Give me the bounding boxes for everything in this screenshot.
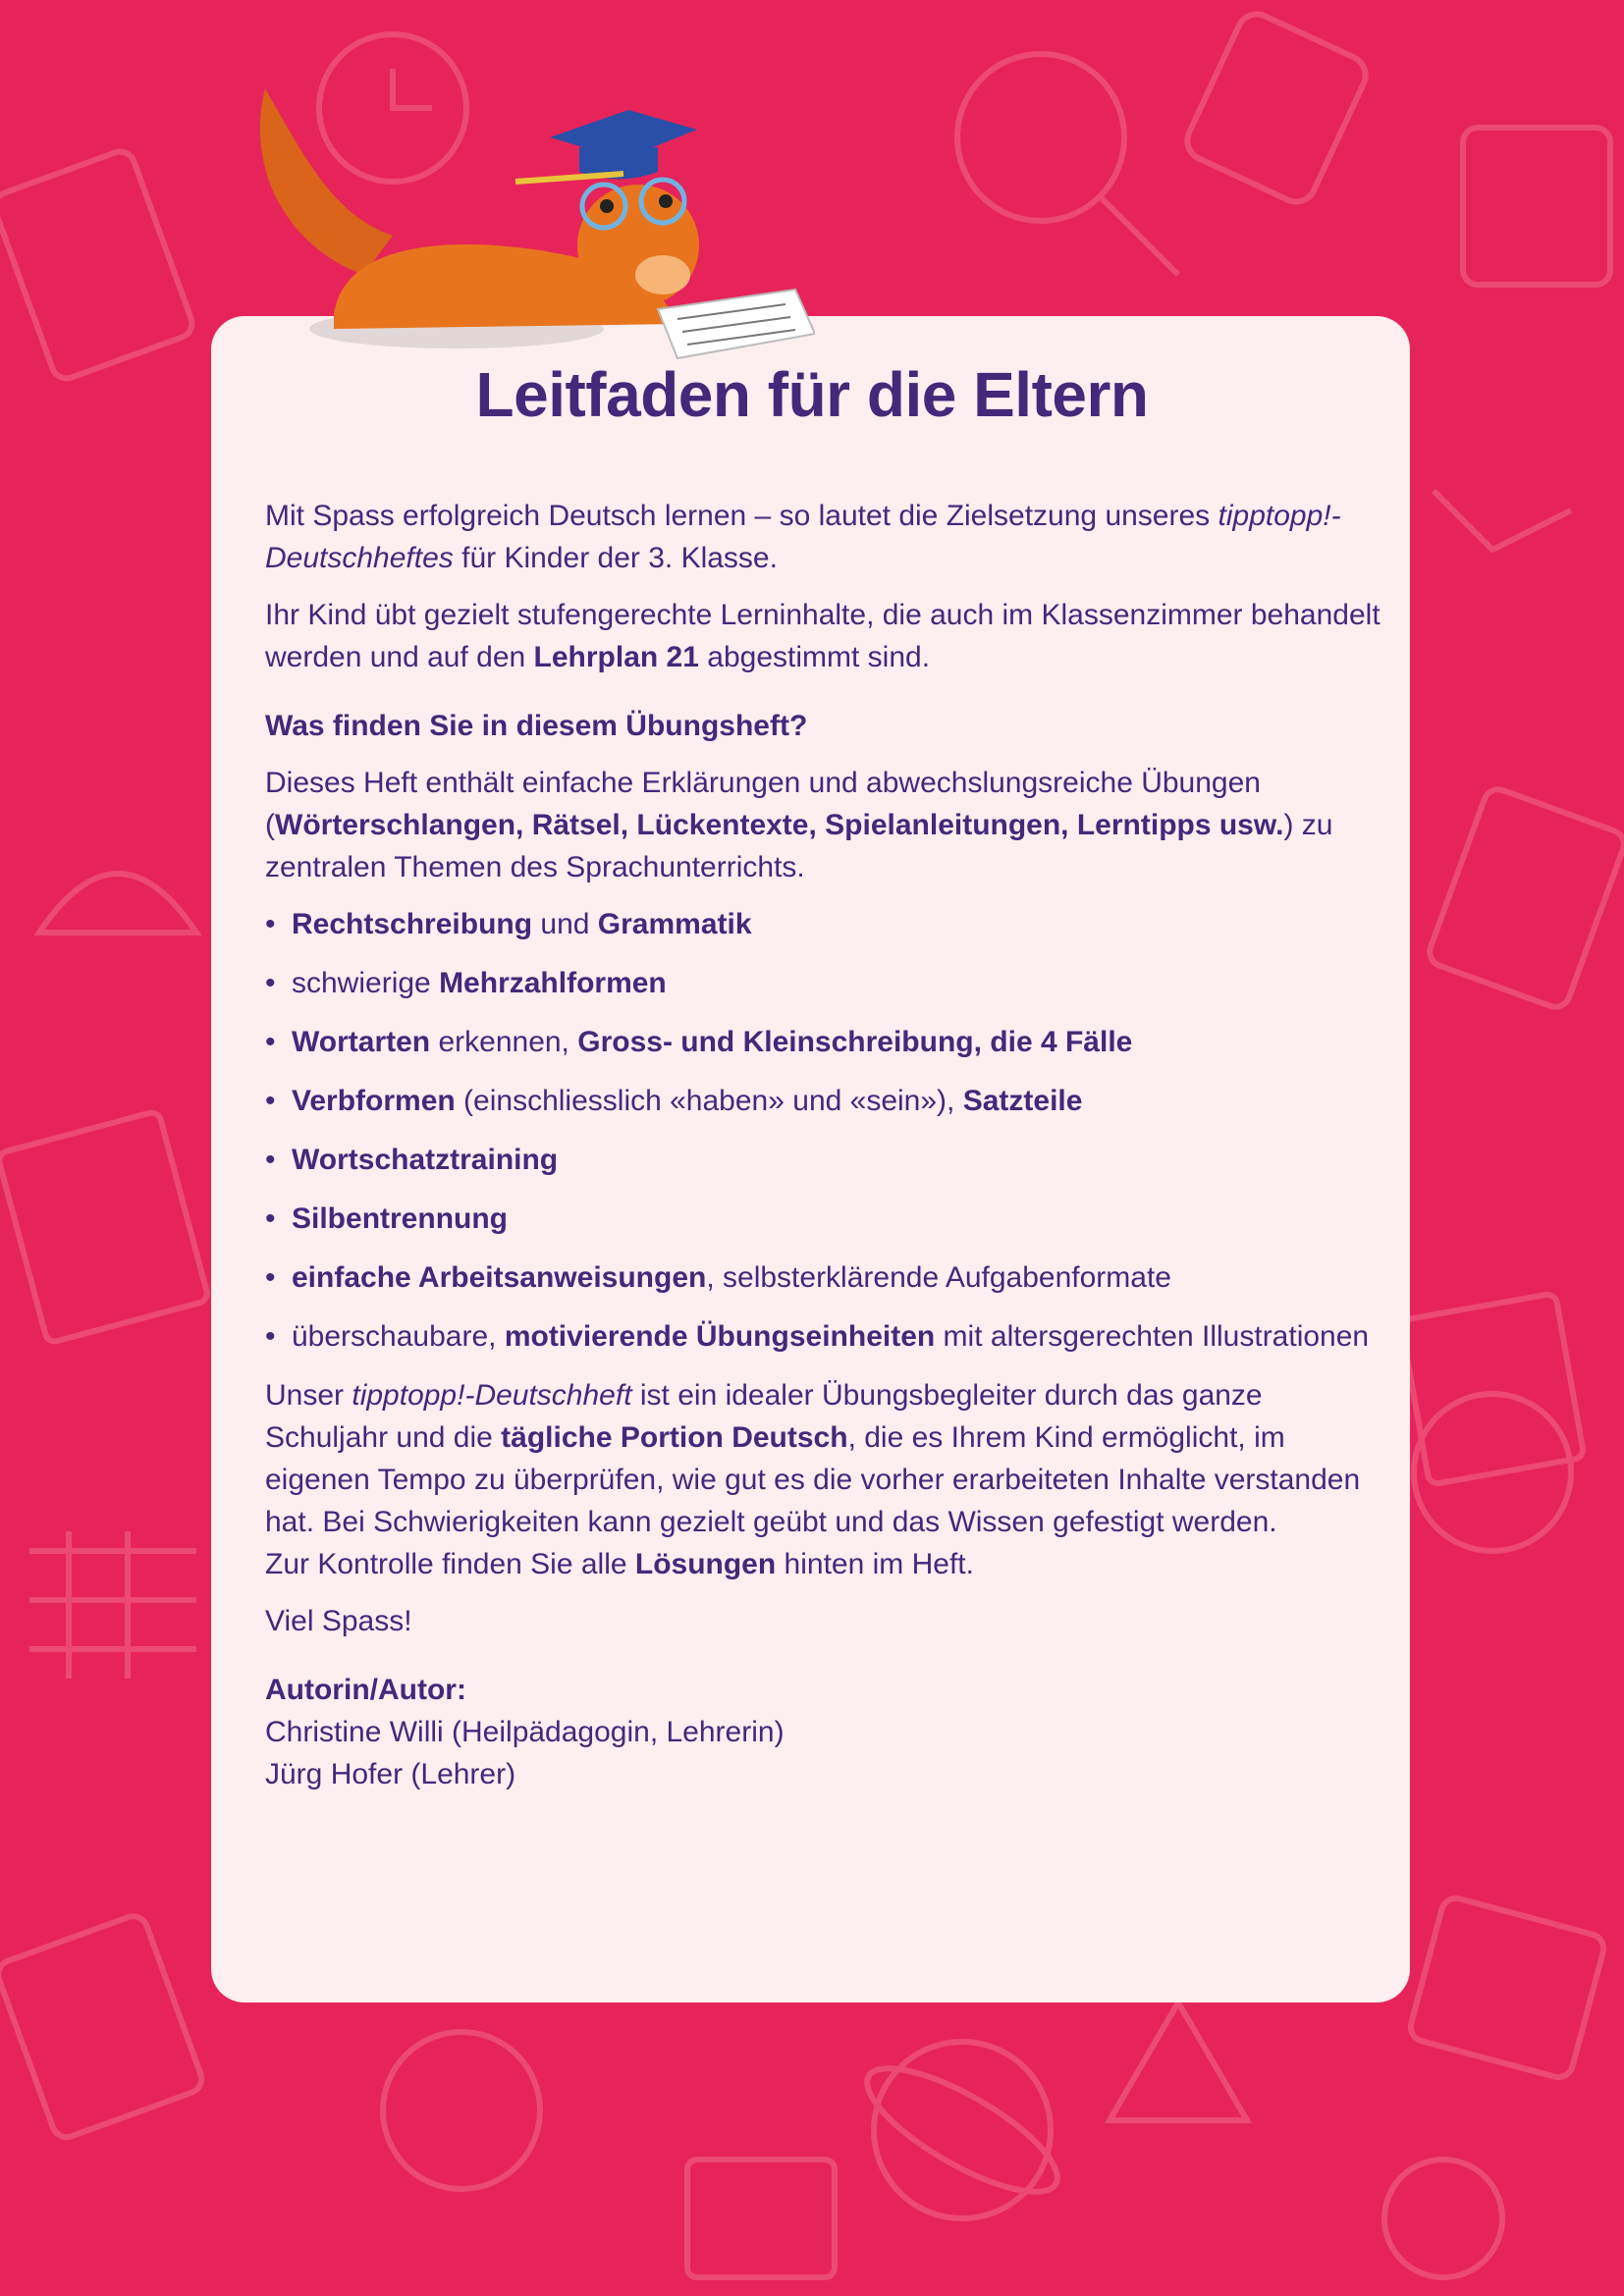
- author-name: Jürg Hofer (Lehrer): [265, 1758, 516, 1790]
- author-name: Christine Willi (Heilpädagogin, Lehrerin): [265, 1716, 785, 1748]
- text: hinten im Heft.: [776, 1548, 974, 1580]
- intro-paragraph-2: [265, 594, 1384, 678]
- intro-paragraph-1: [265, 495, 1384, 579]
- text: mit altersgerechten Illustrationen: [935, 1320, 1370, 1353]
- summary-paragraph: [265, 1374, 1384, 1543]
- text: , selbsterklärende Aufgabenformate: [706, 1261, 1171, 1294]
- squirrel-mascot-illustration: [245, 79, 815, 363]
- text: Mit Spass erfolgreich Deutsch lernen – so lautet die Zielsetzung unseres: [265, 500, 1218, 532]
- emphasis: Lehrplan 21: [533, 641, 699, 673]
- emphasis: tägliche Portion Deutsch: [501, 1421, 848, 1454]
- topics-list: [265, 903, 1384, 1358]
- text: Dieses Heft enthält einfache Erklärungen und abwechslungsreiche Übungen (: [265, 767, 1261, 841]
- text: (einschliesslich «haben» und «sein»),: [455, 1085, 963, 1117]
- topic-list-item: [265, 903, 1384, 945]
- topic-list-item: [265, 962, 1384, 1004]
- page-title: Leitfaden für die Eltern: [475, 359, 1149, 430]
- emphasis: Lösungen: [634, 1548, 777, 1580]
- authors-block: [265, 1669, 1384, 1795]
- emphasis: Wörterschlangen, Rätsel, Lückentexte, Spielanleitungen, Lerntipps usw.: [275, 809, 1284, 841]
- topic-list-item: [265, 1315, 1384, 1358]
- text: Zur Kontrolle finden Sie alle: [265, 1548, 635, 1580]
- section-heading: Was finden Sie in diesem Übungsheft?: [265, 710, 808, 742]
- product-name: tipptopp!-Deutschheftes: [265, 500, 1341, 574]
- text: ) zu zentralen Themen des Sprachunterrichts.: [265, 809, 1333, 883]
- closing: Viel Spass!: [265, 1605, 412, 1637]
- emphasis: Silbentrennung: [292, 1202, 508, 1235]
- topic-list-item: [265, 1256, 1384, 1299]
- emphasis: motivierende Übungseinheiten: [504, 1320, 936, 1353]
- text: Unser: [265, 1379, 352, 1412]
- guide-content: [265, 495, 1384, 1795]
- text: überschaubare,: [292, 1320, 505, 1353]
- emphasis: Gross- und Kleinschreibung, die 4 Fälle: [577, 1026, 1133, 1058]
- text: erkennen,: [430, 1026, 578, 1058]
- authors-label: Autorin/Autor:: [265, 1674, 466, 1706]
- text: , die es Ihrem Kind ermöglicht, im eigenen Tempo zu überprüfen, wie gut es die vorher erarbeiteten Inhalte verstanden hat. Bei Schwierigkeiten kann gezielt geübt und das Wissen gefestigt werden.: [265, 1421, 1361, 1538]
- solutions-note: [265, 1543, 1384, 1585]
- topic-list-item: [265, 1080, 1384, 1122]
- topic-list-item: [265, 1198, 1384, 1240]
- text: abgestimmt sind.: [698, 641, 931, 673]
- topic-list-item: [265, 1139, 1384, 1181]
- product-name: tipptopp!-Deutschheft: [352, 1379, 632, 1412]
- emphasis: Grammatik: [597, 908, 752, 940]
- text: ist ein idealer Übungsbegleiter durch das ganze Schuljahr und die: [265, 1379, 1263, 1454]
- emphasis: einfache Arbeitsanweisungen: [292, 1261, 707, 1294]
- topic-list-item: [265, 1021, 1384, 1063]
- emphasis: Mehrzahlformen: [439, 967, 667, 999]
- text: für Kinder der 3. Klasse.: [453, 542, 778, 574]
- emphasis: Satzteile: [962, 1085, 1083, 1117]
- emphasis: Wortarten: [292, 1026, 431, 1058]
- text: und: [532, 908, 598, 940]
- emphasis: Rechtschreibung: [292, 908, 533, 940]
- emphasis: Verbformen: [292, 1085, 456, 1117]
- text: schwierige: [292, 967, 440, 999]
- text: Ihr Kind übt gezielt stufengerechte Lerninhalte, die auch im Klassenzimmer behandelt werden und auf den: [265, 599, 1380, 673]
- contents-paragraph: [265, 762, 1384, 888]
- emphasis: Wortschatztraining: [292, 1144, 559, 1176]
